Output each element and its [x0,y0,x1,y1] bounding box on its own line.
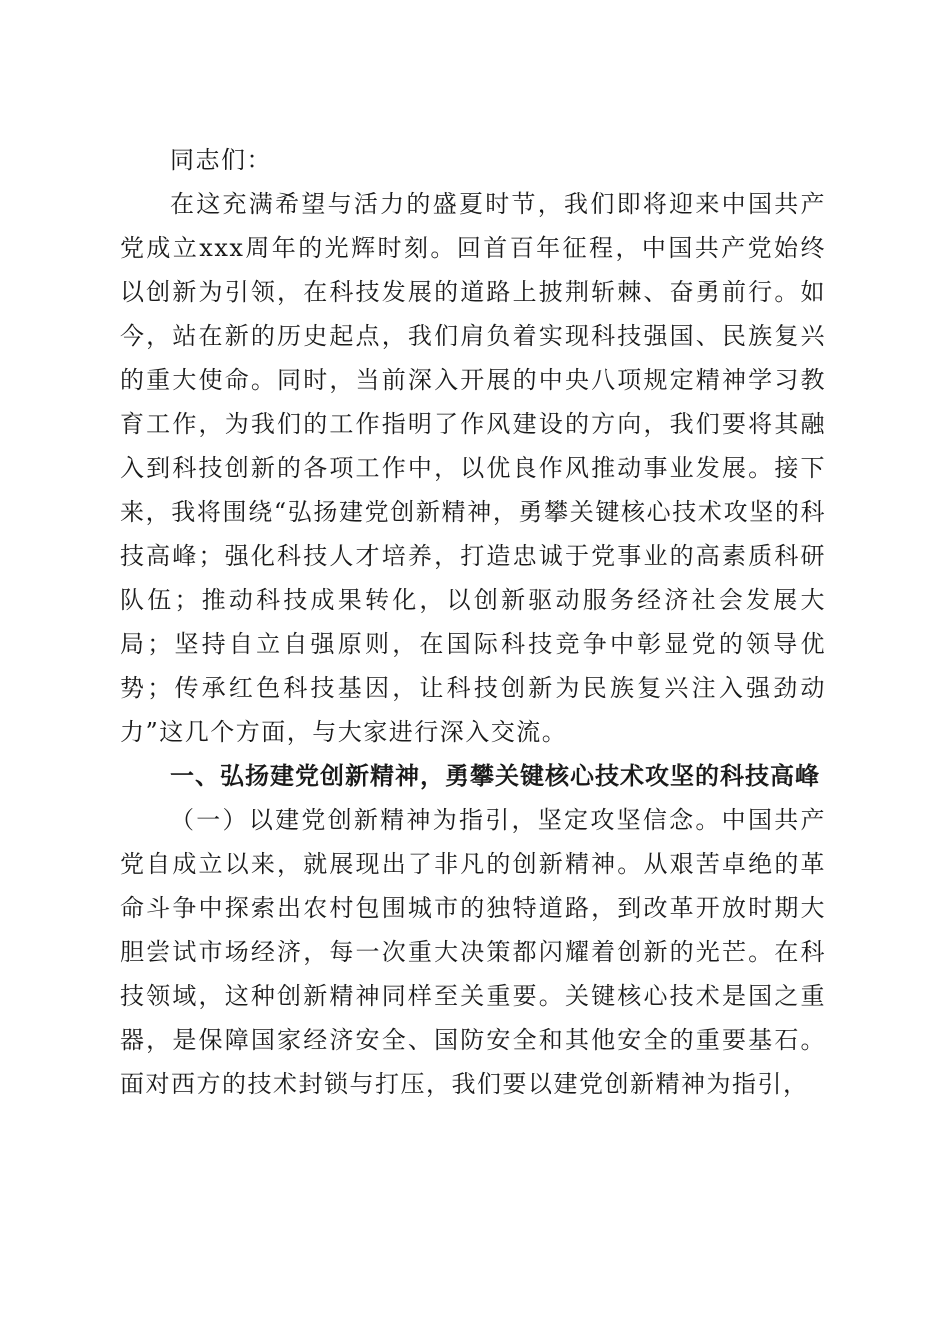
subsection-1-paragraph-wrapper [120,798,826,1106]
intro-paragraph: 在这充满希望与活力的盛夏时节，我们即将迎来中国共产党成立xxx周年的光辉时刻。回首百年征程，中国共产党始终以创新为引领，在科技发展的道路上披荆斩棘、奋勇前行。如今，站在新的历史起点，我们肩负着实现科技强国、民族复兴的重大使命。同时，当前深入开展的中央八项规定精神学习教育工作，为我们的工作指明了作风建设的方向，我们要将其融入到科技创新的各项工作中，以优良作风推动事业发展。接下来，我将围绕“弘扬建党创新精神，勇攀关键核心技术攻坚的科技高峰；强化科技人才培养，打造忠诚于党事业的高素质科研队伍；推动科技成果转化，以创新驱动服务经济社会发展大局；坚持自立自强原则，在国际科技竞争中彰显党的领导优势；传承红色科技基因，让科技创新为民族复兴注入强劲动力”这几个方面，与大家进行深入交流。 [120,190,826,746]
subsection-1-paragraph: 以建党创新精神为指引，坚定攻坚信念。中国共产党自成立以来，就展现出了非凡的创新精神。从艰苦卓绝的革命斗争中探索出农村包围城市的独特道路，到改革开放时期大胆尝试市场经济，每一次重大决策都闪耀着创新的光芒。在科技领域，这种创新精神同样至关重要。关键核心技术是国之重器，是保障国家经济安全、国防安全和其他安全的重要基石。面对西方的技术封锁与打压，我们要以建党创新精神为指引， [120,806,826,1098]
subsection-1-label: （一） [170,806,249,834]
salutation: 同志们： [170,146,272,174]
document-body [120,138,826,1106]
section-1-heading: 一、弘扬建党创新精神，勇攀关键核心技术攻坚的科技高峰 [170,762,820,790]
